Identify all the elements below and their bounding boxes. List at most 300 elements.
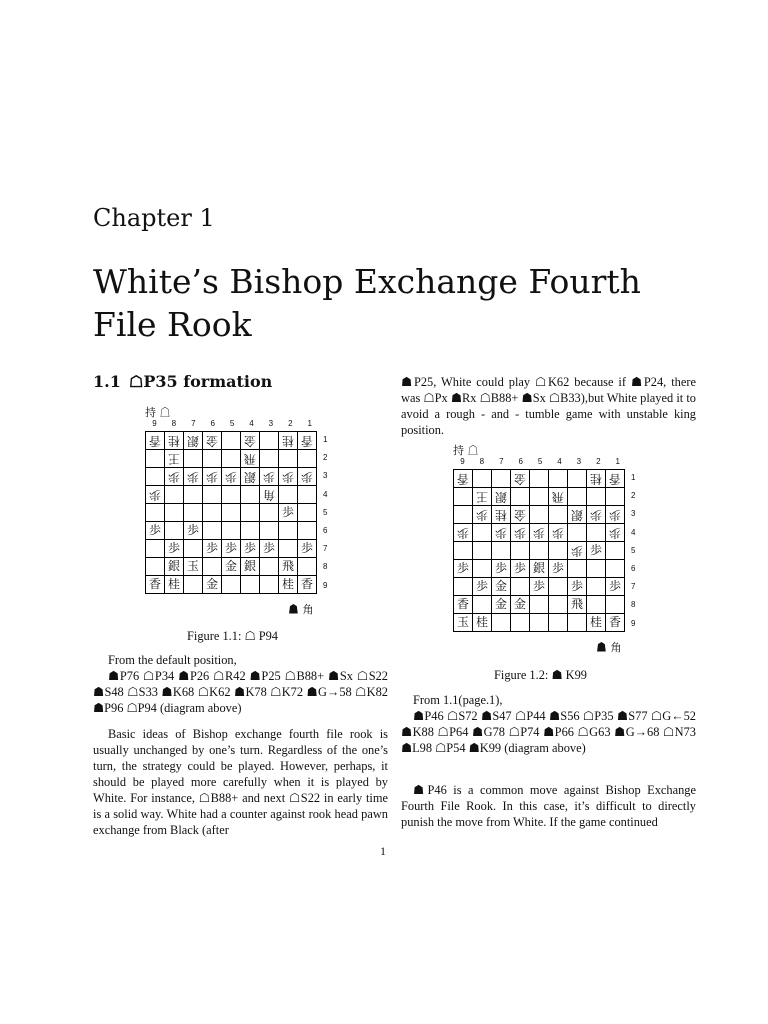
board-square	[165, 504, 184, 522]
shogi-piece: 王	[475, 490, 488, 504]
board-square	[203, 576, 222, 594]
shogi-piece: 金	[494, 597, 507, 611]
board-rank	[454, 506, 625, 524]
shogi-piece: 玉	[456, 615, 469, 629]
board-square	[549, 578, 568, 596]
board-square	[511, 488, 530, 506]
board-square	[511, 596, 530, 614]
board-square	[473, 596, 492, 614]
shogi-piece: 歩	[262, 541, 275, 555]
shogi-piece: 桂	[589, 615, 602, 629]
board-rank	[454, 488, 625, 506]
shogi-piece: 角	[262, 488, 275, 502]
board-square	[606, 524, 625, 542]
shogi-piece: 歩	[532, 526, 545, 540]
board-square	[184, 450, 203, 468]
shogi-piece: 金	[205, 434, 218, 448]
board-square	[511, 614, 530, 632]
section-title: ☖P35 formation	[129, 372, 273, 391]
board-square	[184, 504, 203, 522]
rank-label: 4	[631, 527, 636, 537]
board-square	[146, 450, 165, 468]
shogi-piece: 歩	[456, 561, 469, 575]
board-rank	[454, 470, 625, 488]
board-square	[492, 578, 511, 596]
file-label: 2	[596, 457, 601, 466]
board-square	[454, 506, 473, 524]
file-label: 5	[537, 457, 543, 466]
board-square	[587, 470, 606, 488]
board-square	[492, 506, 511, 524]
board-square	[454, 614, 473, 632]
shogi-piece: 歩	[551, 561, 564, 575]
board-square	[203, 540, 222, 558]
rank-label: 1	[631, 473, 636, 482]
board-square	[549, 488, 568, 506]
board-square	[587, 596, 606, 614]
board-square	[298, 432, 317, 450]
board-square	[530, 470, 549, 488]
board-square	[606, 560, 625, 578]
board-square	[587, 524, 606, 542]
shogi-piece: 銀	[570, 508, 583, 522]
board-square	[298, 522, 317, 540]
shogi-piece: 桂	[494, 508, 507, 522]
board-rank	[454, 542, 625, 560]
board-square	[241, 504, 260, 522]
rank-label: 4	[323, 489, 328, 499]
board-square	[165, 450, 184, 468]
board-square	[492, 488, 511, 506]
board-square	[279, 558, 298, 576]
board-square	[530, 614, 549, 632]
board-square	[606, 578, 625, 596]
board-square	[241, 432, 260, 450]
board-square	[241, 468, 260, 486]
file-label: 2	[288, 419, 293, 428]
board-square	[165, 540, 184, 558]
shogi-piece: 香	[608, 472, 621, 486]
rank-label: 8	[631, 600, 636, 610]
figure-1-caption: Figure 1.1: ☖ P94	[187, 629, 278, 643]
file-label: 6	[518, 457, 523, 466]
shogi-piece: 銀	[532, 561, 545, 575]
shogi-piece: 歩	[224, 470, 237, 484]
board-square	[279, 486, 298, 504]
shogi-piece: 香	[608, 615, 621, 629]
rank-label: 3	[631, 509, 636, 519]
board-square	[492, 542, 511, 560]
left-column-text	[93, 652, 388, 838]
board-square	[260, 522, 279, 540]
rank-label: 5	[631, 545, 636, 555]
board-square	[146, 522, 165, 540]
board-square	[222, 432, 241, 450]
rank-label: 1	[323, 435, 328, 444]
board-square	[530, 596, 549, 614]
board-square	[260, 540, 279, 558]
shogi-piece: 歩	[148, 523, 161, 537]
shogi-piece: 飛	[243, 452, 256, 466]
board-square	[568, 470, 587, 488]
board-square	[279, 450, 298, 468]
board-square	[146, 558, 165, 576]
board-square	[473, 470, 492, 488]
board-square	[454, 560, 473, 578]
board-square	[473, 488, 492, 506]
board-square	[165, 558, 184, 576]
shogi-piece: 香	[456, 597, 469, 611]
board-rank	[454, 596, 625, 614]
board-square	[279, 432, 298, 450]
board-square	[587, 488, 606, 506]
board-square	[568, 542, 587, 560]
board-rank	[146, 540, 317, 558]
board-square	[492, 614, 511, 632]
board-square	[241, 558, 260, 576]
shogi-piece: 香	[148, 577, 161, 591]
shogi-piece: 玉	[186, 559, 199, 573]
shogi-piece: 金	[494, 579, 507, 593]
file-label: 7	[499, 457, 504, 466]
board-square	[568, 488, 587, 506]
board-square	[530, 506, 549, 524]
shogi-piece: 桂	[167, 577, 180, 591]
shogi-piece: 歩	[300, 541, 313, 555]
board-square	[492, 470, 511, 488]
board-square	[184, 540, 203, 558]
page-number: 1	[380, 844, 386, 858]
shogi-piece: 歩	[513, 526, 526, 540]
board-square	[146, 576, 165, 594]
board-square	[279, 522, 298, 540]
board-square	[530, 542, 549, 560]
board-square	[568, 614, 587, 632]
shogi-piece: 金	[513, 597, 526, 611]
board-square	[260, 450, 279, 468]
shogi-piece: 銀	[243, 470, 256, 484]
rank-label: 8	[323, 562, 328, 572]
board-square	[454, 542, 473, 560]
rank-label: 9	[631, 618, 636, 628]
shogi-piece: 銀	[186, 434, 199, 448]
shogi-piece: 歩	[589, 508, 602, 522]
rank-label: 7	[323, 544, 328, 554]
shogi-piece: 歩	[570, 579, 583, 593]
board-rank	[146, 468, 317, 486]
body-paragraph: ☗P46 is a common move against Bishop Exchange Fourth File Rook. In this case, it’s difficult to directly punish the move from White. If the game continued	[401, 783, 696, 829]
board-square	[298, 486, 317, 504]
board-square	[511, 560, 530, 578]
board-square	[568, 506, 587, 524]
board-square	[298, 468, 317, 486]
board-square	[222, 450, 241, 468]
board-square	[279, 540, 298, 558]
board-rank	[454, 560, 625, 578]
shogi-piece: 金	[224, 559, 237, 573]
board-square	[473, 578, 492, 596]
intro-line: From the default position,	[108, 653, 237, 667]
board-square	[473, 524, 492, 542]
board-square	[222, 468, 241, 486]
shogi-piece: 歩	[608, 579, 621, 593]
shogi-piece: 香	[300, 434, 313, 448]
board-square	[454, 596, 473, 614]
shogi-piece: 飛	[570, 597, 583, 611]
shogi-piece: 歩	[513, 561, 526, 575]
board-square	[184, 558, 203, 576]
file-label: 3	[576, 457, 582, 466]
board-square	[203, 504, 222, 522]
board-rank	[146, 576, 317, 594]
board-square	[492, 596, 511, 614]
board-rank	[146, 504, 317, 522]
board-square	[473, 614, 492, 632]
shogi-piece: 歩	[167, 470, 180, 484]
body-paragraph: Basic ideas of Bishop exchange fourth file rook is usually unchanged by one’s turn. Regardless of the one’s turn, the strategy could be played. However, perhaps, it should be played more carefully when it is played by White. For instance, ☖B88+ and next ☖S22 in early time is a solid way. White had a counter against rook head pawn exchange from Black (after	[93, 727, 388, 837]
board-square	[279, 468, 298, 486]
board-square	[241, 522, 260, 540]
rank-label: 6	[631, 564, 636, 573]
board-square	[549, 506, 568, 524]
move-sequence: ☗P46 ☖S72 ☗S47 ☖P44 ☗S56 ☖P35 ☗S77 ☖G←52 ☗K88 ☖P64 ☗G78 ☖P74 ☗P66 ☖G63 ☗G→68 ☖N73 ☗L98 ☖P54 ☗K99 (diagram above)	[401, 709, 696, 755]
shogi-piece: 歩	[186, 470, 199, 484]
board-square	[454, 488, 473, 506]
board-square	[146, 468, 165, 486]
file-label: 4	[557, 457, 562, 466]
shogi-piece: 歩	[475, 579, 488, 593]
board-square	[606, 596, 625, 614]
board-square	[203, 450, 222, 468]
board-square	[606, 542, 625, 560]
shogi-piece: 金	[205, 577, 218, 591]
board-square	[222, 576, 241, 594]
shogi-piece: 銀	[243, 559, 256, 573]
board-square	[184, 576, 203, 594]
board-square	[298, 450, 317, 468]
shogi-board	[453, 469, 625, 632]
black-hand: ☗ 角	[596, 641, 622, 654]
file-label: 8	[171, 419, 177, 428]
intro-line: From 1.1(page.1),	[413, 693, 503, 707]
chapter-title: White’s Bishop Exchange Fourth File Rook	[93, 262, 641, 344]
file-label: 5	[229, 419, 235, 428]
board-square	[492, 524, 511, 542]
board-square	[568, 524, 587, 542]
board-square	[260, 504, 279, 522]
rank-label: 3	[323, 471, 328, 481]
shogi-board	[145, 431, 317, 594]
board-square	[203, 468, 222, 486]
shogi-piece: 歩	[205, 541, 218, 555]
board-rank	[146, 558, 317, 576]
shogi-piece: 王	[167, 452, 180, 466]
shogi-piece: 桂	[281, 577, 294, 591]
board-square	[530, 578, 549, 596]
board-rank	[454, 524, 625, 542]
rank-label: 6	[323, 526, 328, 535]
board-square	[549, 614, 568, 632]
shogi-piece: 香	[300, 577, 313, 591]
board-square	[473, 560, 492, 578]
board-square	[165, 522, 184, 540]
rank-label: 7	[631, 582, 636, 592]
board-square	[222, 540, 241, 558]
shogi-piece: 歩	[608, 508, 621, 522]
shogi-piece: 歩	[148, 488, 161, 502]
board-square	[511, 470, 530, 488]
rank-label: 2	[631, 491, 636, 501]
board-square	[298, 540, 317, 558]
board-square	[298, 576, 317, 594]
file-label: 6	[210, 419, 215, 428]
board-square	[279, 504, 298, 522]
board-square	[298, 504, 317, 522]
shogi-piece: 銀	[494, 490, 507, 504]
board-square	[165, 486, 184, 504]
board-square	[203, 558, 222, 576]
rank-label: 2	[323, 453, 328, 463]
shogi-piece: 歩	[167, 541, 180, 555]
board-rank	[454, 578, 625, 596]
shogi-piece: 歩	[608, 526, 621, 540]
figure-2-board	[453, 442, 653, 672]
shogi-piece: 歩	[205, 470, 218, 484]
rank-label: 9	[323, 580, 328, 590]
board-square	[454, 578, 473, 596]
move-sequence: ☗P76 ☖P34 ☗P26 ☖R42 ☗P25 ☖B88+ ☗Sx ☖S22 ☗S48 ☖S33 ☗K68 ☖K62 ☗K78 ☖K72 ☗G→58 ☖K82 ☗P96 ☖P94 (diagram above)	[93, 669, 388, 715]
board-square	[241, 540, 260, 558]
shogi-piece: 桂	[167, 434, 180, 448]
board-square	[511, 542, 530, 560]
shogi-piece: 桂	[475, 615, 488, 629]
figure-1-board	[145, 404, 345, 634]
board-rank	[454, 614, 625, 632]
file-label: 1	[615, 457, 620, 466]
board-square	[587, 542, 606, 560]
board-square	[298, 558, 317, 576]
shogi-piece: 桂	[589, 472, 602, 486]
right-column-text-bottom	[401, 692, 696, 830]
shogi-piece: 歩	[224, 541, 237, 555]
board-square	[511, 506, 530, 524]
board-square	[587, 578, 606, 596]
file-label: 9	[152, 419, 157, 428]
shogi-piece: 歩	[494, 561, 507, 575]
file-label: 3	[268, 419, 274, 428]
board-square	[606, 470, 625, 488]
shogi-piece: 金	[513, 472, 526, 486]
board-rank	[146, 432, 317, 450]
board-square	[587, 560, 606, 578]
board-square	[606, 614, 625, 632]
board-square	[511, 578, 530, 596]
board-square	[568, 596, 587, 614]
white-hand: 持 ☖	[453, 444, 479, 457]
board-square	[530, 524, 549, 542]
shogi-piece: 歩	[475, 508, 488, 522]
shogi-piece: 金	[243, 434, 256, 448]
shogi-piece: 香	[148, 434, 161, 448]
board-square	[454, 470, 473, 488]
board-square	[165, 432, 184, 450]
shogi-piece: 歩	[243, 541, 256, 555]
shogi-piece: 飛	[551, 490, 564, 504]
file-label: 7	[191, 419, 196, 428]
black-hand: ☗ 角	[288, 603, 314, 616]
board-square	[279, 576, 298, 594]
board-square	[203, 486, 222, 504]
board-square	[587, 506, 606, 524]
shogi-piece: 歩	[551, 526, 564, 540]
board-rank	[146, 486, 317, 504]
board-square	[146, 540, 165, 558]
board-square	[222, 522, 241, 540]
board-rank	[146, 522, 317, 540]
section-heading	[93, 372, 272, 391]
board-square	[165, 576, 184, 594]
file-label: 9	[460, 457, 465, 466]
board-square	[241, 450, 260, 468]
board-square	[549, 542, 568, 560]
shogi-piece: 銀	[167, 559, 180, 573]
board-square	[260, 468, 279, 486]
board-square	[260, 486, 279, 504]
board-square	[473, 542, 492, 560]
figure-2-caption: Figure 1.2: ☗ K99	[493, 668, 588, 682]
shogi-piece: 歩	[456, 526, 469, 540]
shogi-piece: 歩	[532, 579, 545, 593]
file-label: 8	[479, 457, 485, 466]
board-square	[184, 468, 203, 486]
board-square	[530, 488, 549, 506]
shogi-piece: 飛	[281, 559, 294, 573]
board-square	[549, 596, 568, 614]
shogi-piece: 香	[456, 472, 469, 486]
body-paragraph: ☗P25, White could play ☖K62 because if ☗P24, there was ☖Px ☗Rx ☖B88+ ☗Sx ☖B33),but White played it to avoid a rough - and - tumble game with unstable king position.	[401, 375, 696, 437]
board-square	[549, 524, 568, 542]
board-square	[222, 558, 241, 576]
board-square	[222, 504, 241, 522]
section-number: 1.1	[93, 372, 121, 391]
board-square	[492, 560, 511, 578]
board-square	[241, 576, 260, 594]
board-square	[165, 468, 184, 486]
board-square	[203, 522, 222, 540]
shogi-piece: 歩	[186, 523, 199, 537]
board-square	[146, 432, 165, 450]
chapter-label: Chapter 1	[93, 204, 215, 232]
board-square	[260, 558, 279, 576]
board-square	[241, 486, 260, 504]
board-square	[473, 506, 492, 524]
shogi-piece: 桂	[281, 434, 294, 448]
board-square	[184, 432, 203, 450]
board-square	[606, 506, 625, 524]
board-square	[454, 524, 473, 542]
board-square	[568, 578, 587, 596]
board-square	[549, 470, 568, 488]
file-label: 4	[249, 419, 254, 428]
rank-label: 5	[323, 507, 328, 517]
board-rank	[146, 450, 317, 468]
shogi-piece: 歩	[281, 470, 294, 484]
board-square	[587, 614, 606, 632]
board-square	[260, 576, 279, 594]
board-square	[146, 504, 165, 522]
board-square	[222, 486, 241, 504]
board-square	[511, 524, 530, 542]
